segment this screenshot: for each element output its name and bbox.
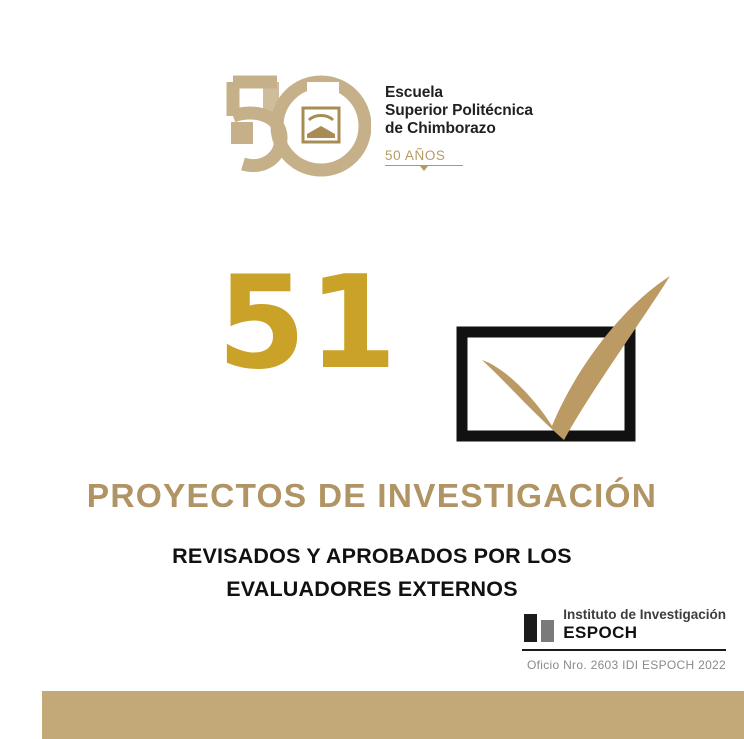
institution-line-1: Escuela (385, 84, 443, 102)
institution-name-block (385, 78, 533, 166)
page-subtitle (0, 540, 744, 607)
institution-header (0, 62, 744, 182)
page-subtitle-line-1: REVISADOS Y APROBADOS POR LOS (172, 544, 572, 568)
page-title: PROYECTOS DE INVESTIGACIÓN (86, 478, 658, 515)
checkmark-icon (444, 250, 694, 450)
anniversary-underline-divider (385, 165, 463, 166)
institute-divider (522, 649, 726, 651)
page-subtitle-line-2: EVALUADORES EXTERNOS (226, 577, 518, 602)
institution-line-2: Superior Politécnica (385, 102, 533, 120)
institute-name-block (563, 608, 726, 642)
footer-bar-notch (0, 691, 42, 739)
institute-name-line-2: ESPOCH (563, 622, 638, 642)
institute-name-line-1: Instituto de Investigación (563, 607, 726, 622)
institute-identity (522, 608, 726, 646)
document-reference: Oficio Nro. 2603 IDI ESPOCH 2022 (526, 658, 726, 672)
anniversary-label: 50 AÑOS (385, 147, 446, 163)
feature-block (0, 250, 744, 460)
institute-badge (522, 608, 726, 672)
anniversary-50-logo-icon (211, 62, 371, 182)
institute-emblem-icon (522, 610, 556, 646)
project-count: 51 (216, 249, 400, 398)
espoch-logo (211, 62, 533, 182)
footer-bar (0, 691, 744, 739)
institution-line-3: de Chimborazo (385, 119, 496, 137)
